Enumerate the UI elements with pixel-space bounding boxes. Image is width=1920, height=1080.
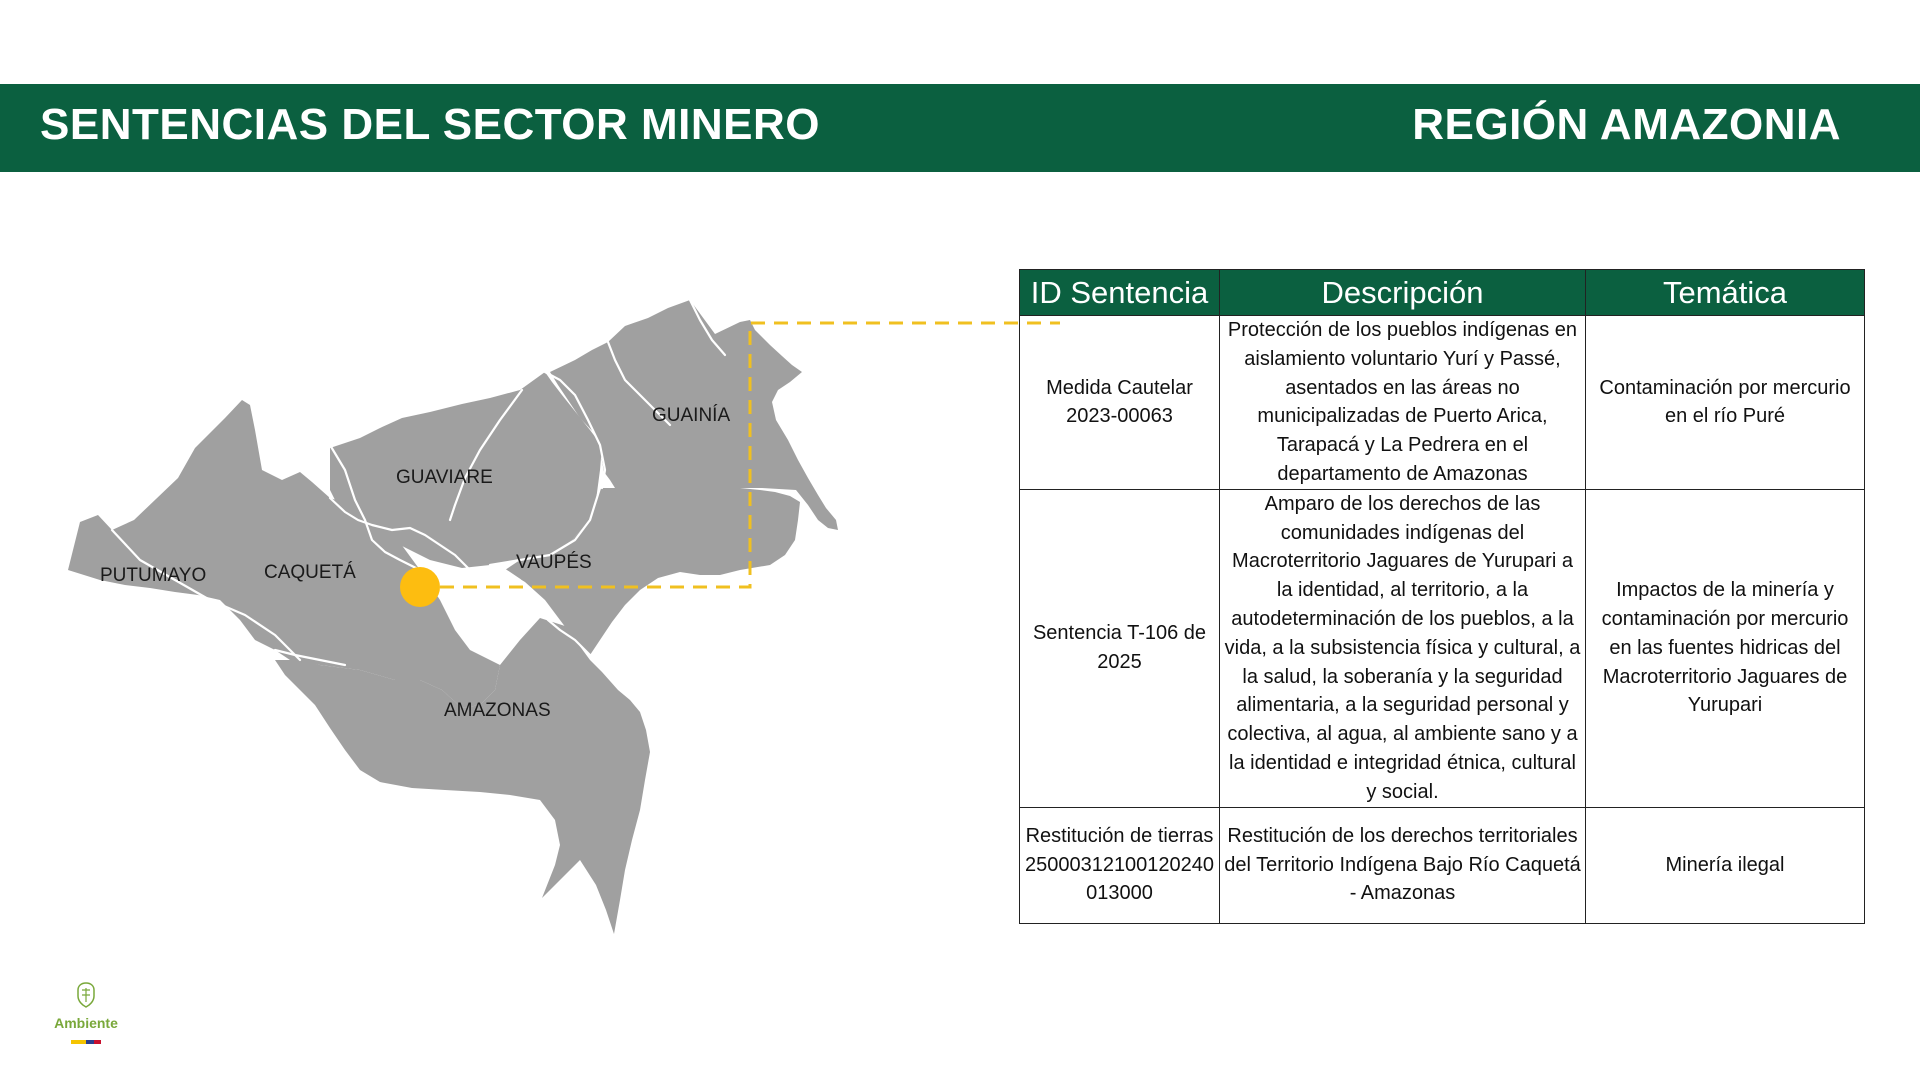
cell-tematica: Contaminación por mercurio en el río Puré bbox=[1586, 316, 1865, 490]
table-row bbox=[1020, 489, 1865, 807]
map-label-amazonas: AMAZONAS bbox=[444, 700, 551, 721]
header-tematica: Temática bbox=[1586, 270, 1865, 316]
map-label-guainia: GUAINÍA bbox=[652, 405, 731, 426]
location-marker bbox=[400, 567, 440, 607]
cell-id: Medida Cautelar 2023-00063 bbox=[1020, 316, 1220, 490]
logo-text: Ambiente bbox=[54, 1015, 118, 1031]
map-label-guaviare: GUAVIARE bbox=[396, 467, 493, 488]
table-row bbox=[1020, 316, 1865, 490]
cell-descripcion: Restitución de los derechos territoriales del Territorio Indígena Bajo Río Caquetá - Amazonas bbox=[1220, 807, 1586, 923]
header-id: ID Sentencia bbox=[1020, 270, 1220, 316]
table-row bbox=[1020, 807, 1865, 923]
map-label-vaupes: VAUPÉS bbox=[516, 552, 592, 573]
map-label-putumayo: PUTUMAYO bbox=[100, 565, 207, 586]
cell-id: Restitución de tierras 25000312100120240013000 bbox=[1020, 807, 1220, 923]
cell-id: Sentencia T-106 de 2025 bbox=[1020, 489, 1220, 807]
table-header-row bbox=[1020, 270, 1865, 316]
map-label-caqueta: CAQUETÁ bbox=[264, 562, 356, 583]
ambiente-logo bbox=[44, 980, 128, 1049]
page-title: SENTENCIAS DEL SECTOR MINERO bbox=[40, 100, 821, 149]
cell-descripcion: Protección de los pueblos indígenas en aislamiento voluntario Yurí y Passé, asentados en las áreas no municipalizadas de Puerto Arica, Tarapacá y La Pedrera en el departamento de Amazonas bbox=[1220, 316, 1586, 490]
header-descripcion: Descripción bbox=[1220, 270, 1586, 316]
sentences-table bbox=[1019, 269, 1865, 924]
flag-stripe-icon bbox=[71, 1040, 101, 1044]
cell-descripcion: Amparo de los derechos de las comunidades indígenas del Macroterritorio Jaguares de Yurupari a la identidad, al territorio, a la autodeterminación de los pueblos, a la vida, a la subsistencia física y cultural, a la salud, la soberanía y la seguridad alimentaria, a la seguridad personal y colectiva, al agua, al ambiente sano y a la identidad e integridad étnica, cultural y social. bbox=[1220, 489, 1586, 807]
cell-tematica: Minería ilegal bbox=[1586, 807, 1865, 923]
coat-of-arms-icon bbox=[71, 980, 101, 1010]
region-title: REGIÓN AMAZONIA bbox=[1412, 100, 1841, 149]
cell-tematica: Impactos de la minería y contaminación por mercurio en las fuentes hidricas del Macroterritorio Jaguares de Yurupari bbox=[1586, 489, 1865, 807]
